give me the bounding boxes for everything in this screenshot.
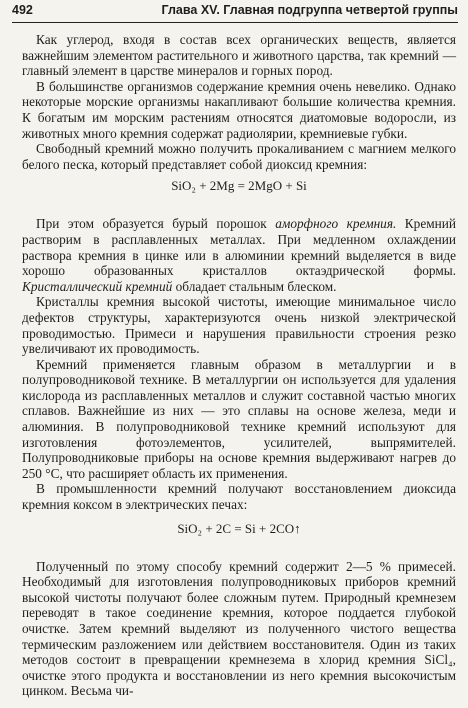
- paragraph: Полученный по этому способу кремний содержит 2—5 % примесей. Необходимый для изготовления полупроводниковых приборов кремний высокой чистоты получают более сложным путем. Природный кремнезем переводят в такое соединение кремния, которое поддается глубокой очистке. Затем кремний выделяют из полученного чистого вещества термическим разложением или действием восстановителя. Один из таких методов состоит в превращении кремнезема в хлорид кремния SiCl₄, очистке этого продукта и восстановлении из него кремния высокочистым цинком. Весьма чи-: [22, 558, 456, 699]
- paragraph: В промышленности кремний получают восстановлением диоксида кремния коксом в электрических печах:: [22, 481, 456, 513]
- page-body: [22, 32, 456, 699]
- chapter-title: Глава XV. Главная подгруппа четвертой группы: [161, 3, 458, 17]
- paragraph: Свободный кремний можно получить прокаливанием с магнием мелкого белого песка, который представляет собой диоксид кремния:: [22, 141, 456, 172]
- paragraph: При этом образуется бурый порошок аморфного кремния. Кремний растворим в расплавленных металлах. При медленном охлаждении раствора кремния в цинке или в алюминии кремний выделяется в виде хорошо образованных кристаллов октаэдрической формы. Кристаллический кремний обладает стальным блеском.: [22, 216, 456, 294]
- paragraph: Кремний применяется главным образом в металлургии и в полупроводниковой технике. В металлургии он используется для удаления кислорода из расплавленных металлов и служит составной частью многих сплавов. Важнейшие из них — это сплавы на основе железа, меди и алюминия. В полупроводниковой технике кремний используют для изготовления фотоэлементов, усилителей, выпрямителей. Полупроводниковые приборы на основе кремния выдерживают нагрев до 250 °C, что расширяет область их применения.: [22, 356, 456, 481]
- paragraph: Как углерод, входя в состав всех органических веществ, является важнейшим элементом растительного и животного царства, так кремний — главный элемент в царстве минералов и горных пород.: [22, 32, 456, 79]
- equation-magnesium-reduction: SiO₂ + 2Mg = 2MgO + Si: [171, 178, 307, 194]
- italic-term: Кристаллический кремний: [22, 278, 173, 294]
- paragraph: Кристаллы кремния высокой чистоты, имеющие минимальное число дефектов структуры, характеризуются очень низкой электрической проводимостью. Примеси и нарушения правильности строения резко увеличивают их проводимость.: [22, 294, 456, 357]
- running-header: [12, 0, 458, 23]
- italic-term: аморфного кремния.: [275, 216, 397, 232]
- equation-coke-reduction: SiO₂ + 2C = Si + 2CO↑: [177, 520, 301, 536]
- paragraph: В большинстве организмов содержание кремния очень невелико. Однако некоторые морские организмы накапливают большие количества кремния. К богатым им морским растениям относятся диатомовые водоросли, из животных много кремния содержат радиолярии, кремниевые губки.: [22, 78, 456, 141]
- page-number: 492: [12, 3, 33, 17]
